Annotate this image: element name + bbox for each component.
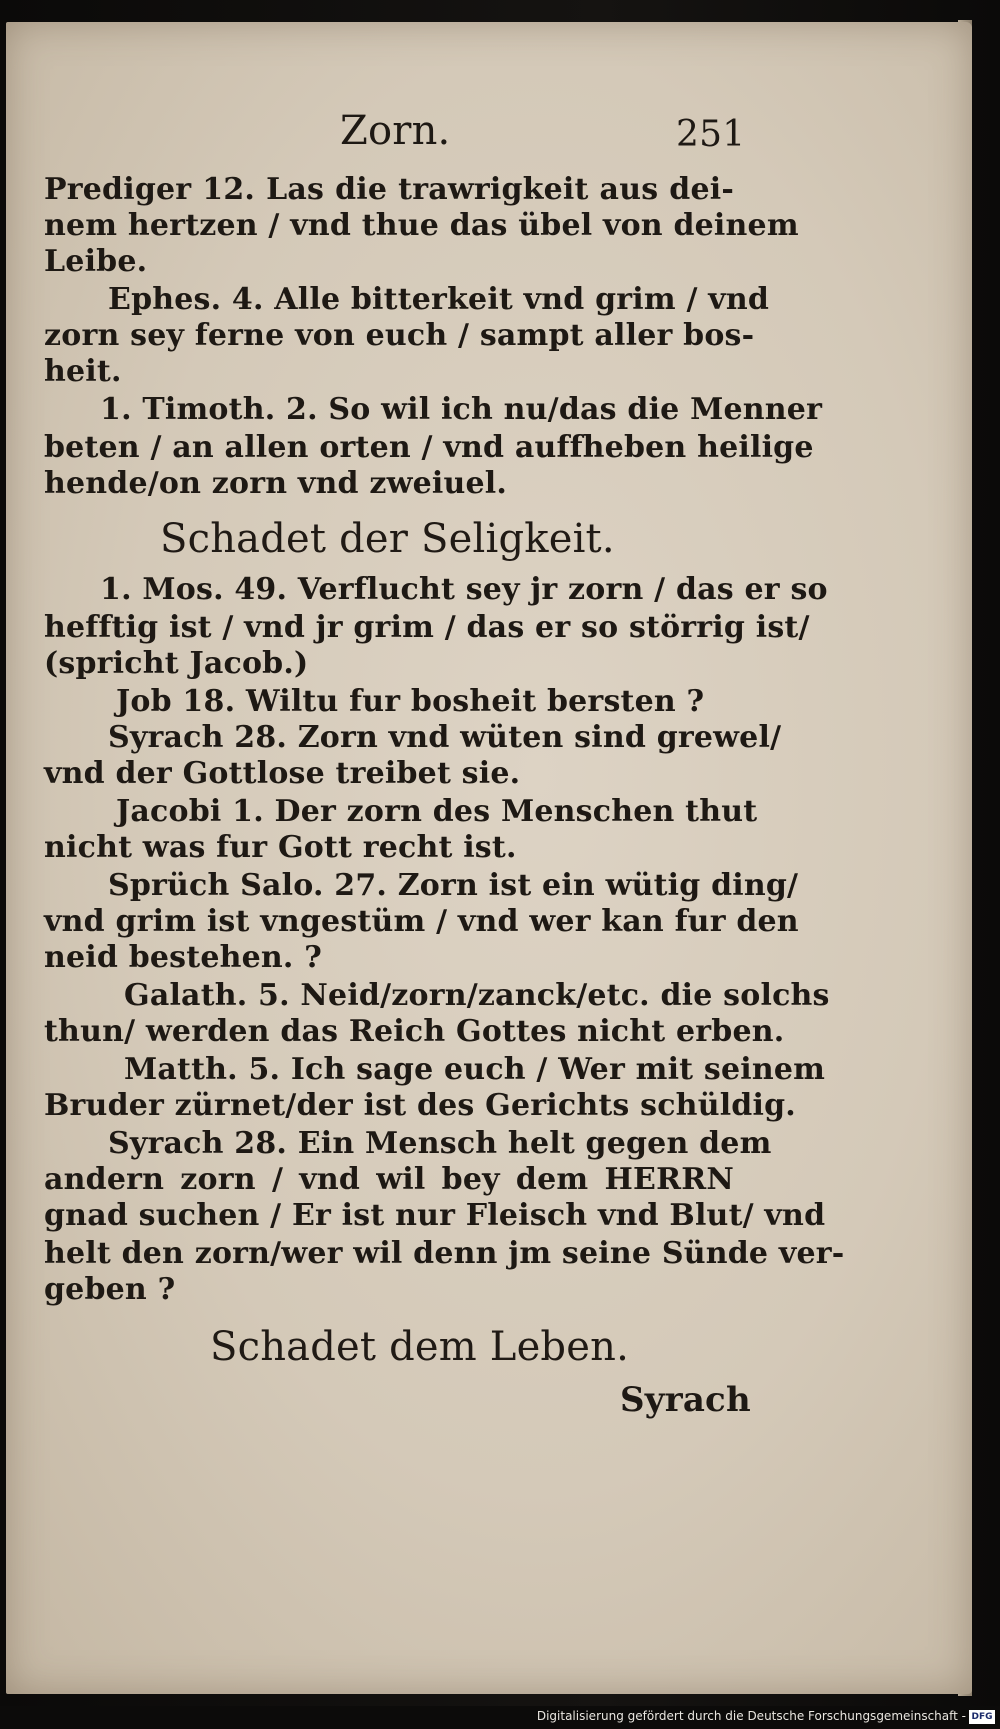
text-line: Sprüch Salo. 27. Zorn ist ein wütig ding/ bbox=[108, 868, 799, 903]
text-line: nem hertzen / vnd thue das übel von deinem bbox=[44, 208, 799, 243]
text-line: andern zorn / vnd wil bey dem HERRN bbox=[44, 1162, 734, 1197]
catchword: Syrach bbox=[620, 1380, 751, 1420]
text-line: 1. Mos. 49. Verflucht sey jr zorn / das er so bbox=[100, 572, 828, 607]
text-line: vnd grim ist vngestüm / vnd wer kan fur den bbox=[44, 904, 799, 939]
text-line: Ephes. 4. Alle bitterkeit vnd grim / vnd bbox=[108, 282, 770, 317]
text-line: Syrach 28. Zorn vnd wüten sind grewel/ bbox=[108, 720, 782, 755]
text-line: nicht was fur Gott recht ist. bbox=[44, 830, 517, 865]
footer-credit: Digitalisierung gefördert durch die Deutsche Forschungsgemeinschaft - bbox=[536, 1709, 966, 1723]
dfg-logo: DFG bbox=[969, 1710, 995, 1724]
text-line: Syrach 28. Ein Mensch helt gegen dem bbox=[108, 1126, 772, 1161]
text-line: hende/on zorn vnd zweiuel. bbox=[44, 466, 508, 501]
text-line: hefftig ist / vnd jr grim / das er so störrig ist/ bbox=[44, 610, 810, 645]
text-line: neid bestehen. ? bbox=[44, 940, 322, 975]
text-line: gnad suchen / Er ist nur Fleisch vnd Blut/ vnd bbox=[44, 1198, 826, 1233]
text-line: thun/ werden das Reich Gottes nicht erben. bbox=[44, 1014, 785, 1049]
text-line: Bruder zürnet/der ist des Gerichts schüldig. bbox=[44, 1088, 796, 1123]
text-line: Jacobi 1. Der zorn des Menschen thut bbox=[116, 794, 758, 829]
section-heading: Schadet der Seligkeit. bbox=[160, 516, 615, 562]
text-line: heit. bbox=[44, 354, 122, 389]
text-line: zorn sey ferne von euch / sampt aller bos- bbox=[44, 318, 755, 353]
text-line: 1. Timoth. 2. So wil ich nu/das die Menner bbox=[100, 392, 823, 427]
text-line: beten / an allen orten / vnd auffheben heilige bbox=[44, 430, 814, 465]
text-line: (spricht Jacob.) bbox=[44, 646, 309, 681]
text-line: Prediger 12. Las die trawrigkeit aus dei- bbox=[44, 172, 734, 207]
text-line: helt den zorn/wer wil denn jm seine Sünde ver- bbox=[44, 1236, 845, 1271]
section-heading: Schadet dem Leben. bbox=[210, 1324, 629, 1370]
text-line: Leibe. bbox=[44, 244, 148, 279]
text-line: Galath. 5. Neid/zorn/zanck/etc. die solchs bbox=[124, 978, 830, 1013]
page-number: 251 bbox=[676, 114, 746, 155]
text-line: vnd der Gottlose treibet sie. bbox=[44, 756, 521, 791]
text-line: geben ? bbox=[44, 1272, 176, 1307]
text-line: Job 18. Wiltu fur bosheit bersten ? bbox=[116, 684, 705, 719]
text-line: Matth. 5. Ich sage euch / Wer mit seinem bbox=[124, 1052, 826, 1087]
running-head: Zorn. bbox=[340, 108, 451, 154]
